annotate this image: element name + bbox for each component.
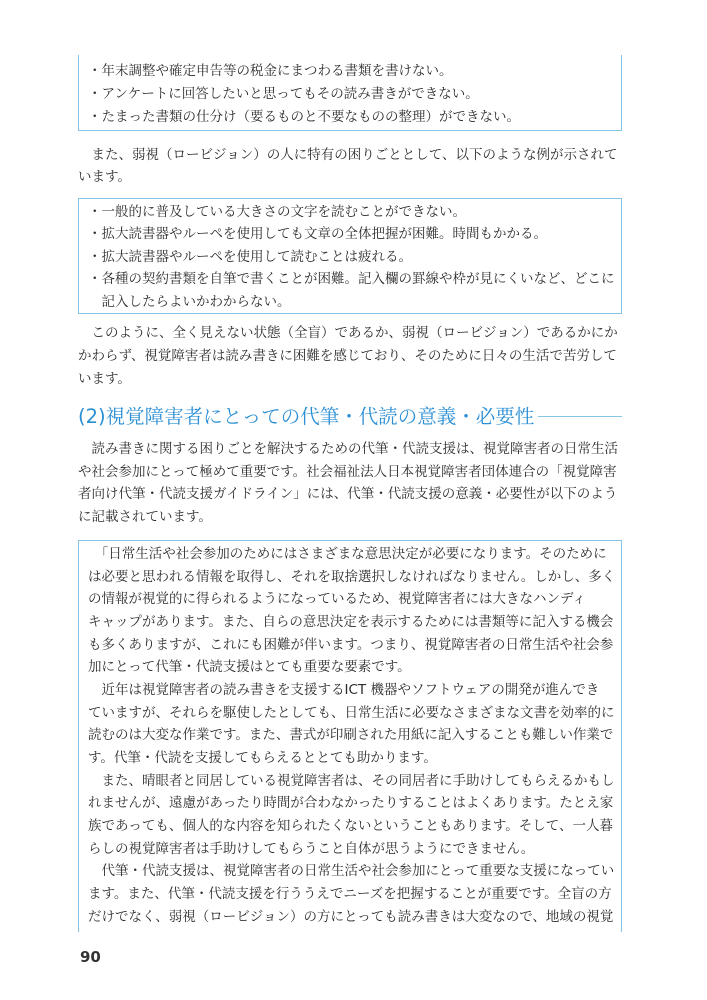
paragraph-line: います。 bbox=[78, 371, 131, 387]
paragraph-line: このように、全く見えない状態（全盲）であるか、弱視（ロービジョン）であるかにか bbox=[78, 325, 618, 341]
section-heading-text: (2)視覚障害者にとっての代筆・代読の意義・必要性 bbox=[78, 405, 535, 428]
lowvision-difficulty-list-box bbox=[78, 198, 622, 314]
list-item-continuation: 記入したらよいかわからない。 bbox=[101, 293, 291, 310]
list-item: ・アンケートに回答したいと思ってもその読み書きができない。 bbox=[88, 86, 479, 102]
paragraph-line: 者向け代筆・代読支援ガイドライン」には、代筆・代読支援の意義・必要性が以下のよう bbox=[78, 486, 618, 503]
paragraph-line: また、弱視（ロービジョン）の人に特有の困りごととして、以下のような例が示されて bbox=[78, 147, 618, 163]
quote-line: キャップがあります。また、自らの意思決定を表示するためには書類等に記入する機会 bbox=[88, 613, 614, 630]
quote-line: す。代筆・代読を支援してもらえるととても助かります。 bbox=[88, 749, 437, 766]
page-number: 90 bbox=[80, 948, 101, 966]
paragraph-line: に記載されています。 bbox=[78, 509, 212, 526]
quote-line: も多くありますが、これにも困難が伴います。つまり、視覚障害者の日常生活や社会参 bbox=[88, 636, 614, 653]
quote-line: ます。また、代筆・代読支援を行ううえでニーズを把握することが重要です。全盲の方 bbox=[88, 885, 612, 902]
quote-line: だけでなく、弱視（ロービジョン）の方にとっても読み書きは大変なので、地域の視覚 bbox=[88, 908, 614, 925]
quote-line: 族であっても、個人的な内容を知られたくないということもあります。そして、一人暮 bbox=[88, 817, 614, 834]
list-item: ・年末調整や確定申告等の税金にまつわる書類を書けない。 bbox=[88, 63, 453, 79]
quote-line: ていますが、それらを駆使したとしても、日常生活に必要なさまざまな文書を効率的に bbox=[88, 704, 615, 721]
paragraph-line: 読み書きに関する困りごとを解決するための代筆・代読支援は、視覚障害者の日常生活 bbox=[78, 441, 618, 457]
summary-paragraph bbox=[78, 322, 622, 391]
section-intro-paragraph bbox=[78, 438, 622, 529]
quote-line: 読むのは大変な作業です。また、書式が印刷された用紙に記入することも難しい作業で bbox=[88, 727, 614, 744]
list-item: ・拡大読書器やルーペを使用しても文章の全体把握が困難。時間もかかる。 bbox=[88, 226, 547, 243]
quote-line: は必要と思われる情報を取得し、それを取捨選択しなければなりません。しかし、多く bbox=[88, 568, 616, 585]
guideline-quote-box bbox=[78, 540, 622, 932]
quote-line: 加にとって代筆・代読支援はとても重要な要素です。 bbox=[88, 659, 411, 676]
list-item: ・一般的に普及している大きさの文字を読むことができない。 bbox=[88, 204, 466, 220]
quote-line: 近年は視覚障害者の読み書きを支援するICT 機器やソフトウェアの開発が進んでき bbox=[88, 681, 600, 698]
paragraph-line: かわらず、視覚障害者は読み書きに困難を感じており、そのために日々の生活で苦労して bbox=[78, 348, 617, 364]
quote-line: の情報が視覚的に得られるようになっているため、視覚障害者には大きなハンディ bbox=[88, 591, 586, 608]
quote-line: 代筆・代読支援は、視覚障害者の日常生活や社会参加にとって重要な支援になってい bbox=[88, 863, 615, 880]
list-item: ・各種の契約書類を自筆で書くことが困難。記入欄の罫線や枠が見にくいなど、どこに bbox=[88, 271, 615, 288]
paragraph-line: や社会参加にとって極めて重要です。社会福祉法人日本視覚障害者団体連合の「視覚障害 bbox=[78, 463, 617, 480]
quote-line: れませんが、遠慮があったり時間が合わなかったりすることはよくあります。たとえ家 bbox=[88, 795, 614, 812]
section-heading bbox=[78, 401, 622, 429]
continued-difficulty-list-box bbox=[78, 55, 622, 131]
heading-rule bbox=[538, 416, 622, 417]
list-item: ・たまった書類の仕分け（要るものと不要なものの整理）ができない。 bbox=[88, 109, 520, 125]
quote-line: 「日常生活や社会参加のためにはさまざまな意思決定が必要になります。そのために bbox=[88, 546, 607, 562]
lowvision-intro-paragraph bbox=[78, 144, 622, 188]
list-item: ・拡大読書器やルーペを使用して読むことは疲れる。 bbox=[88, 248, 412, 265]
paragraph-line: います。 bbox=[78, 169, 131, 185]
quote-line: らしの視覚障害者は手助けしてもらうこと自体が思うようにできません。 bbox=[88, 840, 535, 857]
quote-line: また、晴眼者と同居している視覚障害者は、その同居者に手助けしてもらえるかもし bbox=[88, 772, 615, 789]
